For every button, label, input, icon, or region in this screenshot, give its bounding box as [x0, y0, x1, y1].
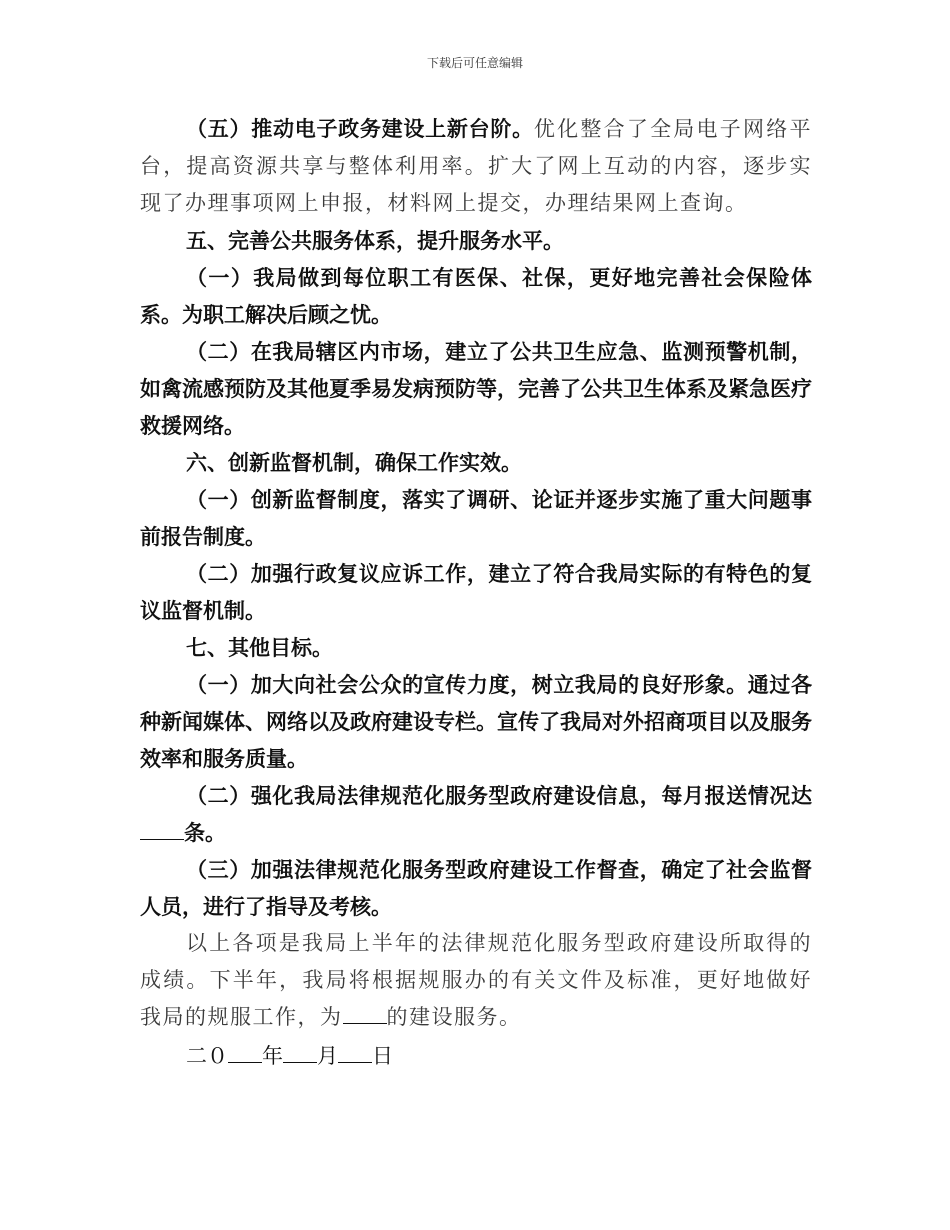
blank-field — [343, 1022, 387, 1024]
paragraph-supervision-system: （一）创新监督制度，落实了调研、论证并逐步实施了重大问题事前报告制度。 — [140, 487, 812, 549]
paragraph-insurance: （一）我局做到每位职工有医保、社保，更好地完善社会保险体系。为职工解决后顾之忧。 — [140, 265, 812, 327]
section-heading-5: 五、完善公共服务体系，提升服务水平。 — [186, 228, 564, 253]
paragraph-text: 以上各项是我局上半年的法律规范化服务型政府建设所取得的成绩。下半年，我局将根据规服办的有关文件及标准，更好地做好我局的规服工作，为 — [140, 931, 812, 1029]
paragraph-monthly-report — [140, 777, 812, 851]
day-blank — [338, 1061, 372, 1063]
date-month-label: 月 — [317, 1044, 338, 1068]
paragraph-public-health: （二）在我局辖区内市场，建立了公共卫生应急、监测预警机制，如禽流感预防及其他夏季易发病预防等，完善了公共卫生体系及紧急医疗救援网络。 — [140, 339, 812, 438]
blank-field — [140, 838, 184, 840]
paragraph-text: 优化整合了全局电子网络平台，提高资源共享与整体利用率。扩大了网上互动的内容，逐步实现了办理事项网上申报，材料网上提交，办理结果网上查询。 — [140, 117, 813, 215]
date-day-label: 日 — [372, 1044, 393, 1068]
page-header: 下载后可任意编辑 — [426, 56, 523, 70]
paragraph-publicity: （一）加大向社会公众的宣传力度，树立我局的良好形象。通过各种新闻媒体、网络以及政府建设专栏。宣传了我局对外招商项目以及服务效率和服务质量。 — [140, 672, 812, 771]
section-heading-6: 六、创新监督机制，确保工作实效。 — [186, 450, 522, 475]
paragraph-text: 条。 — [184, 820, 226, 845]
paragraph-heading: （五）推动电子政务建设上新台阶。 — [186, 116, 534, 141]
paragraph-text: （二）强化我局法律规范化服务型政府建设信息，每月报送情况达 — [186, 783, 812, 808]
document-body — [140, 110, 812, 1075]
paragraph-inspection: （三）加强法律规范化服务型政府建设工作督查，确定了社会监督人员，进行了指导及考核。 — [140, 857, 812, 919]
paragraph-summary — [140, 925, 812, 1036]
date-prefix: 二０ — [186, 1044, 228, 1068]
paragraph-e-government — [140, 110, 812, 222]
paragraph-review-mechanism: （二）加强行政复议应诉工作，建立了符合我局实际的有特色的复议监督机制。 — [140, 561, 812, 623]
paragraph-text: 的建设服务。 — [386, 1005, 522, 1029]
date-line — [140, 1038, 812, 1075]
month-blank — [283, 1061, 317, 1063]
section-heading-7: 七、其他目标。 — [186, 635, 333, 660]
year-blank — [228, 1061, 262, 1063]
date-year-label: 年 — [262, 1044, 283, 1068]
